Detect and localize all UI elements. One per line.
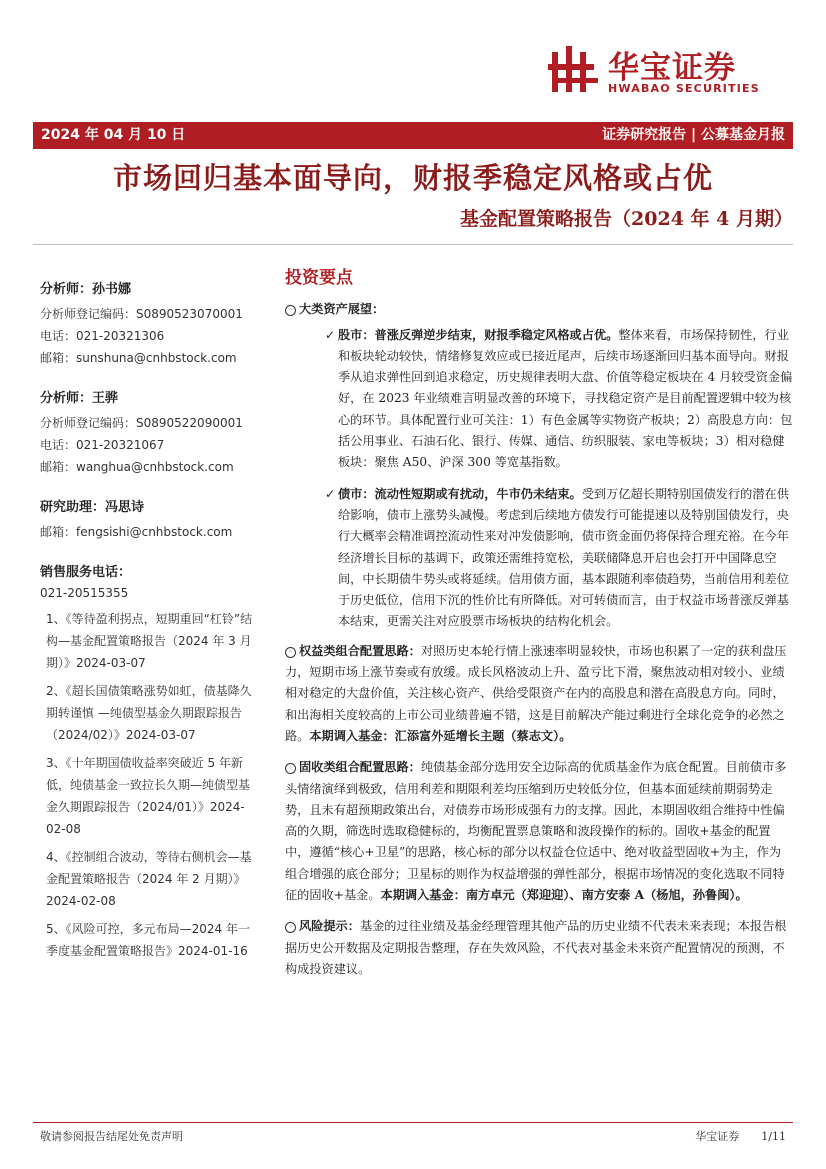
- equity-fund-pick: 本期调入基金：汇添富外延增长主题（蔡志文）。: [309, 728, 572, 743]
- assistant-block: [40, 496, 260, 543]
- analyst-email[interactable]: 邮箱：wanghua@cnhbstock.com: [40, 460, 234, 474]
- sales-block: [40, 561, 260, 604]
- footer-divider: [33, 1122, 793, 1123]
- risk-head: 风险提示：: [299, 919, 360, 934]
- bond-body: 受到万亿超长期特别国债发行的潜在供给影响，债市上涨势头减慢。考虑到后续地方债发行可能提速以及特别国债发行，央行大概率会精准调控流动性来对冲发债影响，债市资金面仍将保持合理充裕。在今年经济增长目标的基调下，政策还需维持宽松，美联储降息开启也会打开中国降息空间，中长期债牛势头或将延续。信用债方面，基本跟随利率债趋势，当前信用利差位于历史低位，信用下沉的性价比有所降低。对可转债而言，由于权益市场普涨反弹基本结束，更需关注对应股票市场板块的结构化机会。: [338, 486, 789, 629]
- equity-fund-head: 权益类组合配置思路：: [299, 643, 421, 658]
- report-type: 证券研究报告 | 公募基金月报: [602, 127, 785, 143]
- left-sidebar: [40, 278, 260, 962]
- header-bar: [33, 122, 793, 149]
- section-title: 投资要点: [285, 268, 353, 288]
- related-report-link[interactable]: 4、《控制组合波动，等待右侧机会—基金配置策略报告（2024 年 2 月期）》2024-02-08: [46, 850, 252, 908]
- circle-bullet-icon: ◦: [285, 922, 296, 933]
- fixed-income-section: [285, 757, 793, 906]
- footer-disclaimer[interactable]: 敬请参阅报告结尾处免责声明: [40, 1130, 183, 1143]
- brand-name-en: HWABAO SECURITIES: [608, 82, 760, 95]
- circle-bullet-icon: ◦: [285, 763, 296, 774]
- sales-phone: 021-20515355: [40, 586, 129, 600]
- bond-head: 债市：流动性短期或有扰动，牛市仍未结束。: [338, 486, 582, 501]
- report-date: 2024 年 04 月 10 日: [41, 127, 186, 143]
- footer-right: [673, 1128, 786, 1144]
- asset-view-heading: [285, 299, 793, 320]
- analyst-reg: 分析师登记编码：S0890523070001: [40, 307, 243, 321]
- fixed-pick: 本期调入基金：南方卓元（郑迎迎）、南方安泰 A（杨旭，孙鲁闽）。: [380, 888, 748, 903]
- main-content: [285, 268, 793, 980]
- page-number: 1/11: [761, 1130, 786, 1143]
- analyst-name: 分析师：王骅: [40, 391, 119, 406]
- risk-body: 基金的过往业绩及基金经理管理其他产品的历史业绩不代表未来表现；本报告根据历史公开数据及定期报告整理，存在失效风险，不代表对基金未来资产配置情况的预测，不构成投资建议。: [285, 919, 787, 976]
- sales-label: 销售服务电话：: [40, 565, 132, 580]
- equity-fund-body: 对照历史本轮行情上涨速率明显较快，市场也积累了一定的获利盘压力，短期市场上涨节奏或有放缓。成长风格波动上升、盈亏比下滑，聚焦波动相对较小、业绩相对稳定的大盘价值，关注核心资产、供给受限资产在内的高股息和潜在高股息方向。同时，和出海相关度较高的上市公司业绩普遍不错，这是目前解决产能过剩进行全球化竞争的必然之路。: [285, 643, 787, 743]
- page-title: 市场回归基本面导向，财报季稳定风格或占优: [112, 161, 713, 195]
- analyst-email[interactable]: 邮箱：sunshuna@cnhbstock.com: [40, 351, 237, 365]
- analyst-block: [40, 278, 260, 369]
- assistant-email[interactable]: 邮箱：fengsishi@cnhbstock.com: [40, 525, 233, 539]
- risk-section: [285, 916, 793, 980]
- page-subtitle: 基金配置策略报告（2024 年 4 月期）: [460, 208, 793, 230]
- analyst-name: 分析师：孙书娜: [40, 282, 132, 297]
- brand-name-cn: 华宝证券: [608, 50, 736, 86]
- check-icon: ✓: [325, 486, 336, 501]
- circle-bullet-icon: ◦: [285, 305, 296, 316]
- assistant-name: 研究助理：冯思诗: [40, 500, 145, 515]
- check-icon: ✓: [325, 327, 336, 342]
- related-report-link[interactable]: 3、《十年期国债收益率突破近 5 年新低，纯债基金一致拉长久期—纯债型基金久期跟踪报告（2024/01）》2024-02-08: [46, 756, 251, 836]
- related-report-link[interactable]: 1、《等待盈利拐点，短期重回“杠铃”结构—基金配置策略报告（2024 年 3 月期）》2024-03-07: [46, 612, 253, 670]
- related-report-link[interactable]: 5、《风险可控，多元布局—2024 年一季度基金配置策略报告》2024-01-16: [46, 922, 250, 958]
- footer-brand: 华宝证券: [695, 1130, 740, 1143]
- fixed-head: 固收类组合配置思路：: [299, 760, 421, 775]
- equity-body: 整体来看，市场保持韧性，行业和板块轮动较快，情绪修复效应或已接近尾声，后续市场逐渐回归基本面导向。财报季从追求弹性回到追求稳定，历史规律表明大盘、价值等稳定板块在 4 月较受资金偏好，在 2023 年业绩难言明显改善的环境下，寻找稳定资产是目前配置逻辑中较为核心的环节。具体配置行业可关注：1）有色金属等实物资产板块；2）高股息方向：包括公用事业、石油石化、银行、传媒、通信、纺织服装、家电等板块；3）相对稳健板块：聚焦 A50、沪深 300 等宽基指数。: [338, 327, 793, 470]
- analyst-block: [40, 387, 260, 478]
- brand-logo: [548, 40, 780, 102]
- circle-bullet-icon: ◦: [285, 647, 296, 658]
- analyst-phone: 电话：021-20321067: [40, 438, 165, 452]
- hwabao-logo-icon: [548, 44, 598, 94]
- bond-outlook: [285, 484, 793, 633]
- analyst-phone: 电话：021-20321306: [40, 329, 165, 343]
- equity-head: 股市：普涨反弹逆步结束，财报季稳定风格或占优。: [338, 327, 619, 342]
- analyst-reg: 分析师登记编码：S0890522090001: [40, 416, 243, 430]
- equity-outlook: [285, 325, 793, 474]
- related-report-link[interactable]: 2、《超长国债策略涨势如虹，债基降久期转谨慎 —纯债型基金久期跟踪报告（2024/02）》2024-03-07: [46, 684, 252, 742]
- fixed-body: 纯债基金部分选用安全边际高的优质基金作为底仓配置。目前债市多头情绪演绎到极致，信用利差和期限利差均压缩到历史较低分位，但基本面延续前期弱势走势，且未有超预期政策出台，对债券市场形成强有力的支撑。因此，本期固收组合维持中性偏高的久期，筛选时选取稳健标的，均衡配置票息策略和波段操作的标的。固收+基金的配置中，遵循“核心+卫星”的思路，核心标的部分以权益仓位适中、绝对收益型固收+为主，作为组合增强的底仓部分；卫星标的则作为权益增强的弹性部分，根据市场情况的变化选取不同特征的固收+基金。: [285, 760, 787, 903]
- asset-view-head: 大类资产展望：: [299, 302, 385, 317]
- equity-fund-section: [285, 641, 793, 747]
- related-reports: [40, 608, 260, 962]
- header-divider: [33, 244, 793, 245]
